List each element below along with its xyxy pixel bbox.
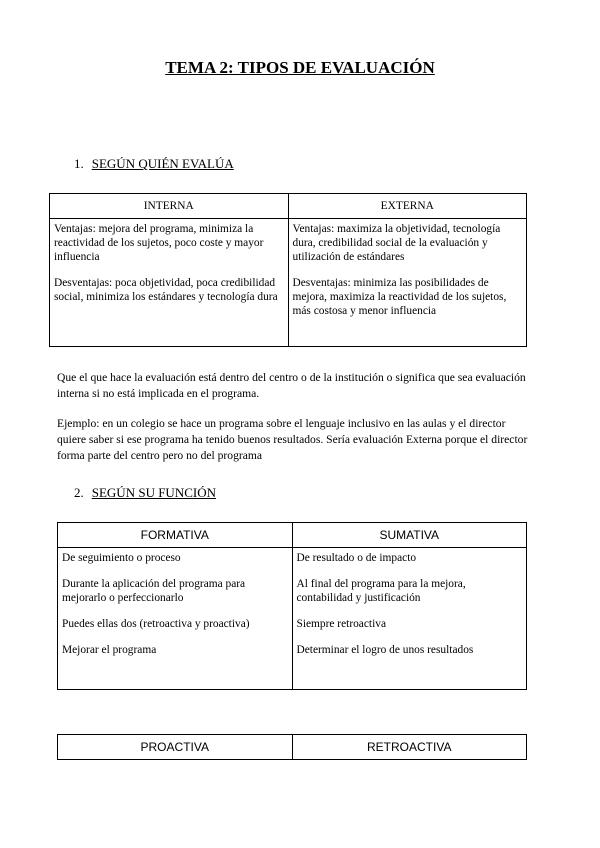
cell-sumativa [292, 548, 527, 690]
table-header-row [58, 523, 527, 548]
formativa-item: De seguimiento o proceso [62, 552, 181, 564]
table-proactiva-retroactiva [57, 734, 527, 760]
formativa-item: Mejorar el programa [62, 644, 157, 656]
formativa-item: Durante la aplicación del programa para mejorarlo o perfeccionarlo [62, 578, 246, 604]
section-heading-quien-evalua [74, 156, 234, 172]
header-sumativa: SUMATIVA [292, 523, 527, 548]
sumativa-item: Siempre retroactiva [296, 618, 387, 630]
cell-formativa [58, 548, 293, 690]
table-body-row [50, 219, 527, 347]
header-interna: INTERNA [50, 194, 289, 219]
sumativa-item: De resultado o de impacto [296, 552, 417, 564]
table-header-row [50, 194, 527, 219]
header-retroactiva: RETROACTIVA [292, 735, 527, 760]
header-formativa: FORMATIVA [58, 523, 293, 548]
section-number: 1. [74, 156, 84, 171]
table-body-row [58, 548, 527, 690]
interna-ventajas: Ventajas: mejora del programa, minimiza la reactividad de los sujetos, poco coste y mayor influencia [54, 223, 264, 263]
section-heading-text: SEGÚN QUIÉN EVALÚA [91, 156, 234, 171]
example-paragraph: Ejemplo: en un colegio se hace un programa sobre el lenguaje inclusivo en las aulas y el director quiere saber si ese programa ha tenido buenos resultados. Sería evaluación Externa porque el director forma parte del centro pero no del programa [57, 417, 528, 462]
externa-desventajas: Desventajas: minimiza las posibilidades de mejora, maximiza la reactividad de los sujetos, más costosa y menor influencia [292, 277, 507, 317]
header-proactiva: PROACTIVA [58, 735, 293, 760]
formativa-item: Puedes ellas dos (retroactiva y proactiva) [62, 618, 250, 630]
section-heading-text: SEGÚN SU FUNCIÓN [91, 485, 216, 500]
cell-externa [288, 219, 527, 347]
sumativa-item: Determinar el logro de unos resultados [296, 644, 474, 656]
page-title: TEMA 2: TIPOS DE EVALUACIÓN [165, 58, 435, 77]
interna-desventajas: Desventajas: poca objetividad, poca credibilidad social, minimiza los estándares y tecnología dura [54, 277, 278, 303]
externa-ventajas: Ventajas: maximiza la objetividad, tecnología dura, credibilidad social de la evaluación y utilización de estándares [292, 223, 501, 263]
cell-interna [50, 219, 289, 347]
section-heading-funcion [74, 485, 216, 501]
note-paragraph: Que el que hace la evaluación está dentro del centro o de la institución o significa que sea evaluación interna si no está implicada en el programa. [57, 371, 526, 400]
table-funcion [57, 522, 527, 690]
table-quien-evalua [49, 193, 527, 347]
sumativa-item: Al final del programa para la mejora, contabilidad y justificación [296, 578, 466, 604]
section-number: 2. [74, 485, 84, 500]
header-externa: EXTERNA [288, 194, 527, 219]
table-header-row [58, 735, 527, 760]
